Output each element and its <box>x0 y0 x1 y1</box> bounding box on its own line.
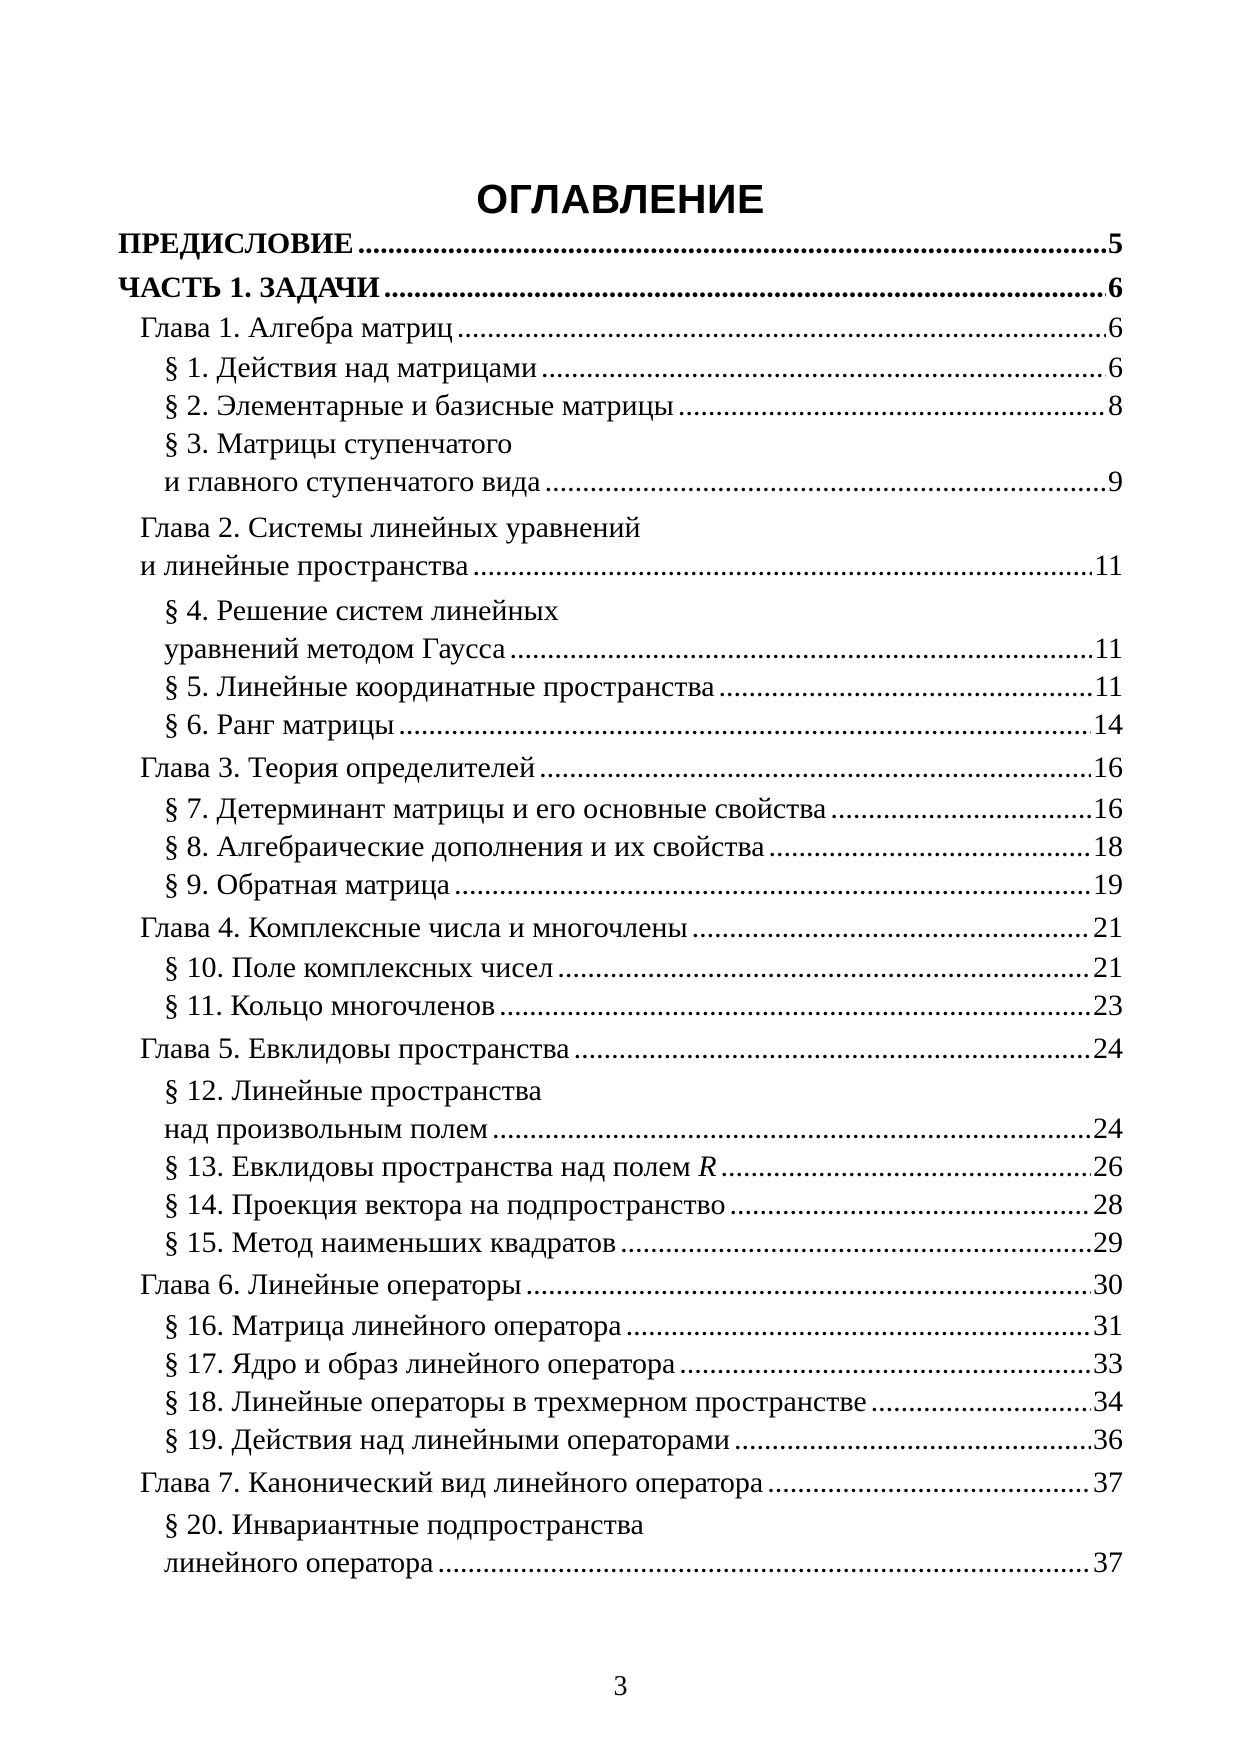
entry-page: 14 <box>1093 708 1123 741</box>
leader-dots <box>574 1030 1091 1068</box>
leader-dots <box>457 309 1106 347</box>
leader-dots <box>358 225 1106 263</box>
entry-text: Глава 7. Канонический вид линейного оператора <box>140 1466 764 1499</box>
toc-entry-section-14[interactable] <box>164 1186 1123 1224</box>
entry-page: 11 <box>1094 632 1123 665</box>
leader-dots <box>541 349 1106 387</box>
entry-text: Глава 1. Алгебра матриц <box>140 311 453 344</box>
toc-entry-section-15[interactable] <box>164 1224 1123 1262</box>
toc-entry-section-12[interactable] <box>164 1072 1123 1148</box>
entry-text: § 6. Ранг матрицы <box>164 708 395 741</box>
toc-entry-part-1[interactable] <box>118 269 1123 307</box>
entry-text-line1: § 12. Линейные пространства <box>164 1074 542 1107</box>
entry-page: 31 <box>1093 1309 1123 1342</box>
entry-page: 29 <box>1093 1226 1123 1259</box>
entry-text: § 5. Линейные координатные пространства <box>164 670 715 703</box>
toc-entry-section-4[interactable] <box>164 592 1123 668</box>
toc-entry-chapter-3[interactable] <box>140 749 1123 787</box>
entry-text: § 17. Ядро и образ линейного оператора <box>164 1347 676 1380</box>
toc-entry-section-6[interactable] <box>164 706 1123 744</box>
entry-text: и главного ступенчатого вида <box>164 465 541 498</box>
entry-page: 6 <box>1108 271 1123 304</box>
entry-text <box>164 1148 717 1186</box>
entry-page: 6 <box>1108 311 1123 344</box>
entry-text: § 9. Обратная матрица <box>164 868 450 901</box>
leader-dots <box>679 1345 1091 1383</box>
entry-page: 9 <box>1108 465 1123 498</box>
entry-text: ПРЕДИСЛОВИЕ <box>118 227 354 260</box>
entry-text: § 19. Действия над линейными операторами <box>164 1423 730 1456</box>
leader-dots <box>499 987 1091 1025</box>
toc-entry-chapter-6[interactable] <box>140 1266 1123 1304</box>
entry-page: 6 <box>1108 351 1123 384</box>
toc-entry-chapter-4[interactable] <box>140 909 1123 947</box>
leader-dots <box>871 1383 1091 1421</box>
toc-entry-section-19[interactable] <box>164 1421 1123 1459</box>
entry-page: 23 <box>1093 989 1123 1022</box>
entry-page: 24 <box>1093 1112 1123 1145</box>
leader-dots <box>473 547 1093 585</box>
entry-text: § 7. Детерминант матрицы и его основные свойства <box>164 792 827 825</box>
entry-page: 30 <box>1093 1268 1123 1301</box>
leader-dots <box>398 706 1091 744</box>
leader-dots <box>626 1307 1091 1345</box>
leader-dots <box>767 1464 1091 1502</box>
entry-text-line1: § 4. Решение систем линейных <box>164 594 559 627</box>
entry-text: § 8. Алгебраические дополнения и их свойства <box>164 830 765 863</box>
entry-page: 18 <box>1093 830 1123 863</box>
toc-entry-section-16[interactable] <box>164 1307 1123 1345</box>
entry-text: § 16. Матрица линейного оператора <box>164 1309 622 1342</box>
entry-text: § 10. Поле комплексных чисел <box>164 951 554 984</box>
entry-page: 37 <box>1093 1546 1123 1579</box>
entry-page: 16 <box>1093 751 1123 784</box>
toc-entry-section-9[interactable] <box>164 866 1123 904</box>
leader-dots <box>539 749 1091 787</box>
leader-dots <box>734 1421 1091 1459</box>
leader-dots <box>384 269 1106 307</box>
entry-text: § 1. Действия над матрицами <box>164 351 538 384</box>
leader-dots <box>492 1110 1091 1148</box>
toc-title: ОГЛАВЛЕНИЕ <box>476 176 765 222</box>
toc-entry-section-18[interactable] <box>164 1383 1123 1421</box>
entry-text-main: § 13. Евклидовы пространства над полем <box>164 1150 691 1183</box>
leader-dots <box>721 1148 1091 1186</box>
toc-entry-section-10[interactable] <box>164 949 1123 987</box>
leader-dots <box>510 630 1093 668</box>
leader-dots <box>526 1266 1091 1304</box>
toc-entry-section-13[interactable] <box>164 1148 1123 1186</box>
entry-page: 8 <box>1108 389 1123 422</box>
toc-entry-section-1[interactable] <box>164 349 1123 387</box>
entry-page: 19 <box>1093 868 1123 901</box>
entry-page: 21 <box>1093 911 1123 944</box>
toc-entry-section-11[interactable] <box>164 987 1123 1025</box>
leader-dots <box>830 790 1091 828</box>
entry-text: и линейные пространства <box>140 549 469 582</box>
entry-text: линейного оператора <box>164 1546 434 1579</box>
entry-text: Глава 3. Теория определителей <box>140 751 536 784</box>
entry-page: 5 <box>1108 227 1123 260</box>
leader-dots <box>438 1544 1091 1582</box>
entry-page: 11 <box>1094 670 1123 703</box>
entry-text: уравнений методом Гаусса <box>164 632 506 665</box>
field-symbol-r: R <box>698 1150 717 1183</box>
toc-entry-section-3[interactable] <box>164 425 1123 501</box>
entry-page: 11 <box>1094 549 1123 582</box>
entry-text: § 14. Проекция вектора на подпространство <box>164 1188 726 1221</box>
leader-dots <box>678 387 1106 425</box>
leader-dots <box>454 866 1091 904</box>
entry-page: 34 <box>1093 1385 1123 1418</box>
entry-text: Глава 4. Комплексные числа и многочлены <box>140 911 688 944</box>
leader-dots <box>557 949 1091 987</box>
entry-page: 36 <box>1093 1423 1123 1456</box>
entry-text-line1: § 3. Матрицы ступенчатого <box>164 427 513 460</box>
entry-text-line1: § 20. Инвариантные подпространства <box>164 1508 644 1541</box>
leader-dots <box>692 909 1091 947</box>
entry-text: над произвольным полем <box>164 1112 488 1145</box>
entry-text: Глава 5. Евклидовы пространства <box>140 1032 570 1065</box>
entry-page: 26 <box>1093 1150 1123 1183</box>
toc-entry-section-20[interactable] <box>164 1506 1123 1582</box>
entry-page: 33 <box>1093 1347 1123 1380</box>
toc-entry-section-5[interactable] <box>164 668 1123 706</box>
entry-page: 28 <box>1093 1188 1123 1221</box>
toc-entry-section-2[interactable] <box>164 387 1123 425</box>
entry-page: 16 <box>1093 792 1123 825</box>
toc-entry-section-17[interactable] <box>164 1345 1123 1383</box>
toc-entry-chapter-5[interactable] <box>140 1030 1123 1068</box>
entry-text: § 18. Линейные операторы в трехмерном пространстве <box>164 1385 867 1418</box>
leader-dots <box>620 1224 1091 1262</box>
entry-text: Глава 6. Линейные операторы <box>140 1268 522 1301</box>
leader-dots <box>769 828 1091 866</box>
entry-text: § 2. Элементарные и базисные матрицы <box>164 389 674 422</box>
entry-text-line1: Глава 2. Системы линейных уравнений <box>140 511 641 544</box>
toc-entry-section-7[interactable] <box>164 790 1123 828</box>
toc-entry-chapter-2[interactable] <box>140 509 1123 585</box>
entry-page: 37 <box>1093 1466 1123 1499</box>
leader-dots <box>719 668 1093 706</box>
leader-dots <box>545 463 1106 501</box>
page-number: 3 <box>613 1671 628 1702</box>
entry-text: ЧАСТЬ 1. ЗАДАЧИ <box>118 271 380 304</box>
entry-text: § 11. Кольцо многочленов <box>164 989 496 1022</box>
leader-dots <box>730 1186 1091 1224</box>
entry-page: 21 <box>1093 951 1123 984</box>
toc-entry-preface[interactable] <box>118 225 1123 263</box>
entry-page: 24 <box>1093 1032 1123 1065</box>
entry-text: § 15. Метод наименьших квадратов <box>164 1226 617 1259</box>
toc-entry-chapter-7[interactable] <box>140 1464 1123 1502</box>
toc-entry-section-8[interactable] <box>164 828 1123 866</box>
toc-entry-chapter-1[interactable] <box>140 309 1123 347</box>
